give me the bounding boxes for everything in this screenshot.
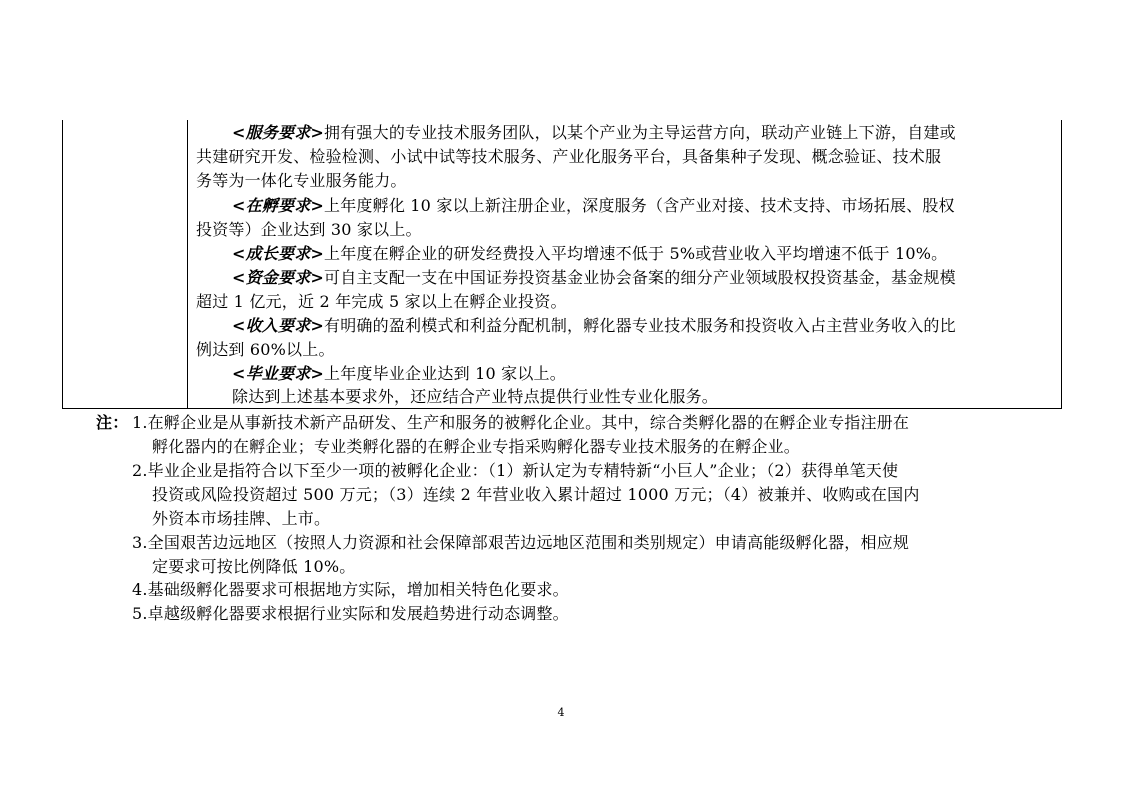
growth-requirement-keyword: <成长要求> <box>232 244 325 263</box>
note-2-line-2: 投资或风险投资超过 500 万元；（3）连续 2 年营业收入累计超过 1000 万元；（4）被兼并、收购或在国内 <box>152 485 920 504</box>
funding-requirement-line-2: 超过 1 亿元，近 2 年完成 5 家以上在孵企业投资。 <box>196 292 567 311</box>
note-1-line-1: 1.在孵企业是从事新技术新产品研发、生产和服务的被孵化企业。其中，综合类孵化器的在孵企业专指注册在 <box>132 413 910 432</box>
note-2-line-3: 外资本市场挂牌、上市。 <box>152 509 331 528</box>
income-requirement-line-2: 例达到 60%以上。 <box>196 340 335 359</box>
incubation-requirement-line-2: 投资等）企业达到 30 家以上。 <box>196 220 422 239</box>
service-requirement-line-2: 共建研究开发、检验检测、小试中试等技术服务、产业化服务平台，具备集种子发现、概念验证、技术服 <box>196 147 942 166</box>
funding-requirement-line-1: <资金要求>可自主支配一支在中国证券投资基金业协会备案的细分产业领域股权投资基金，基金规模 <box>232 268 956 287</box>
funding-requirement-keyword: <资金要求> <box>232 268 325 287</box>
note-3-line-1: 3.全国艰苦边远地区（按照人力资源和社会保障部艰苦边远地区范围和类别规定）申请高能级孵化器，相应规 <box>132 533 910 552</box>
note-2-line-1: 2.毕业企业是指符合以下至少一项的被孵化企业：（1）新认定为专精特新“小巨人”企业；（2）获得单笔天使 <box>132 461 899 480</box>
requirements-table <box>62 120 1062 409</box>
incubation-requirement-keyword: <在孵要求> <box>232 196 325 215</box>
income-requirement-line-1: <收入要求>有明确的盈利模式和利益分配机制，孵化器专业技术服务和投资收入占主营业务收入的比 <box>232 316 956 335</box>
page-number: 4 <box>557 706 565 719</box>
service-requirement-line-3: 务等为一体化专业服务能力。 <box>196 171 407 190</box>
incubation-requirement-line-1: <在孵要求>上年度孵化 10 家以上新注册企业，深度服务（含产业对接、技术支持、市场拓展、股权 <box>232 196 955 215</box>
note-4-line-1: 4.基础级孵化器要求可根据地方实际，增加相关特色化要求。 <box>132 580 569 599</box>
graduation-requirement-keyword: <毕业要求> <box>232 364 325 383</box>
note-1-line-2: 孵化器内的在孵企业；专业类孵化器的在孵企业专指采购孵化器专业技术服务的在孵企业。 <box>152 437 801 456</box>
graduation-requirement-line-1: <毕业要求>上年度毕业企业达到 10 家以上。 <box>232 364 566 383</box>
additional-requirement-line: 除达到上述基本要求外，还应结合产业特点提供行业性专业化服务。 <box>232 387 719 406</box>
note-3-line-2: 定要求可按比例降低 10%。 <box>152 557 356 576</box>
service-requirement-line-1: <服务要求>拥有强大的专业技术服务团队，以某个产业为主导运营方向，联动产业链上下游，自建或 <box>232 123 956 142</box>
income-requirement-keyword: <收入要求> <box>232 316 325 335</box>
growth-requirement-line-1: <成长要求>上年度在孵企业的研发经费投入平均增速不低于 5%或营业收入平均增速不低于 10%。 <box>232 244 948 263</box>
column-divider <box>187 120 188 408</box>
service-requirement-keyword: <服务要求> <box>232 123 325 142</box>
note-5-line-1: 5.卓越级孵化器要求根据行业实际和发展趋势进行动态调整。 <box>132 604 569 623</box>
notes-label: 注： <box>96 413 129 432</box>
